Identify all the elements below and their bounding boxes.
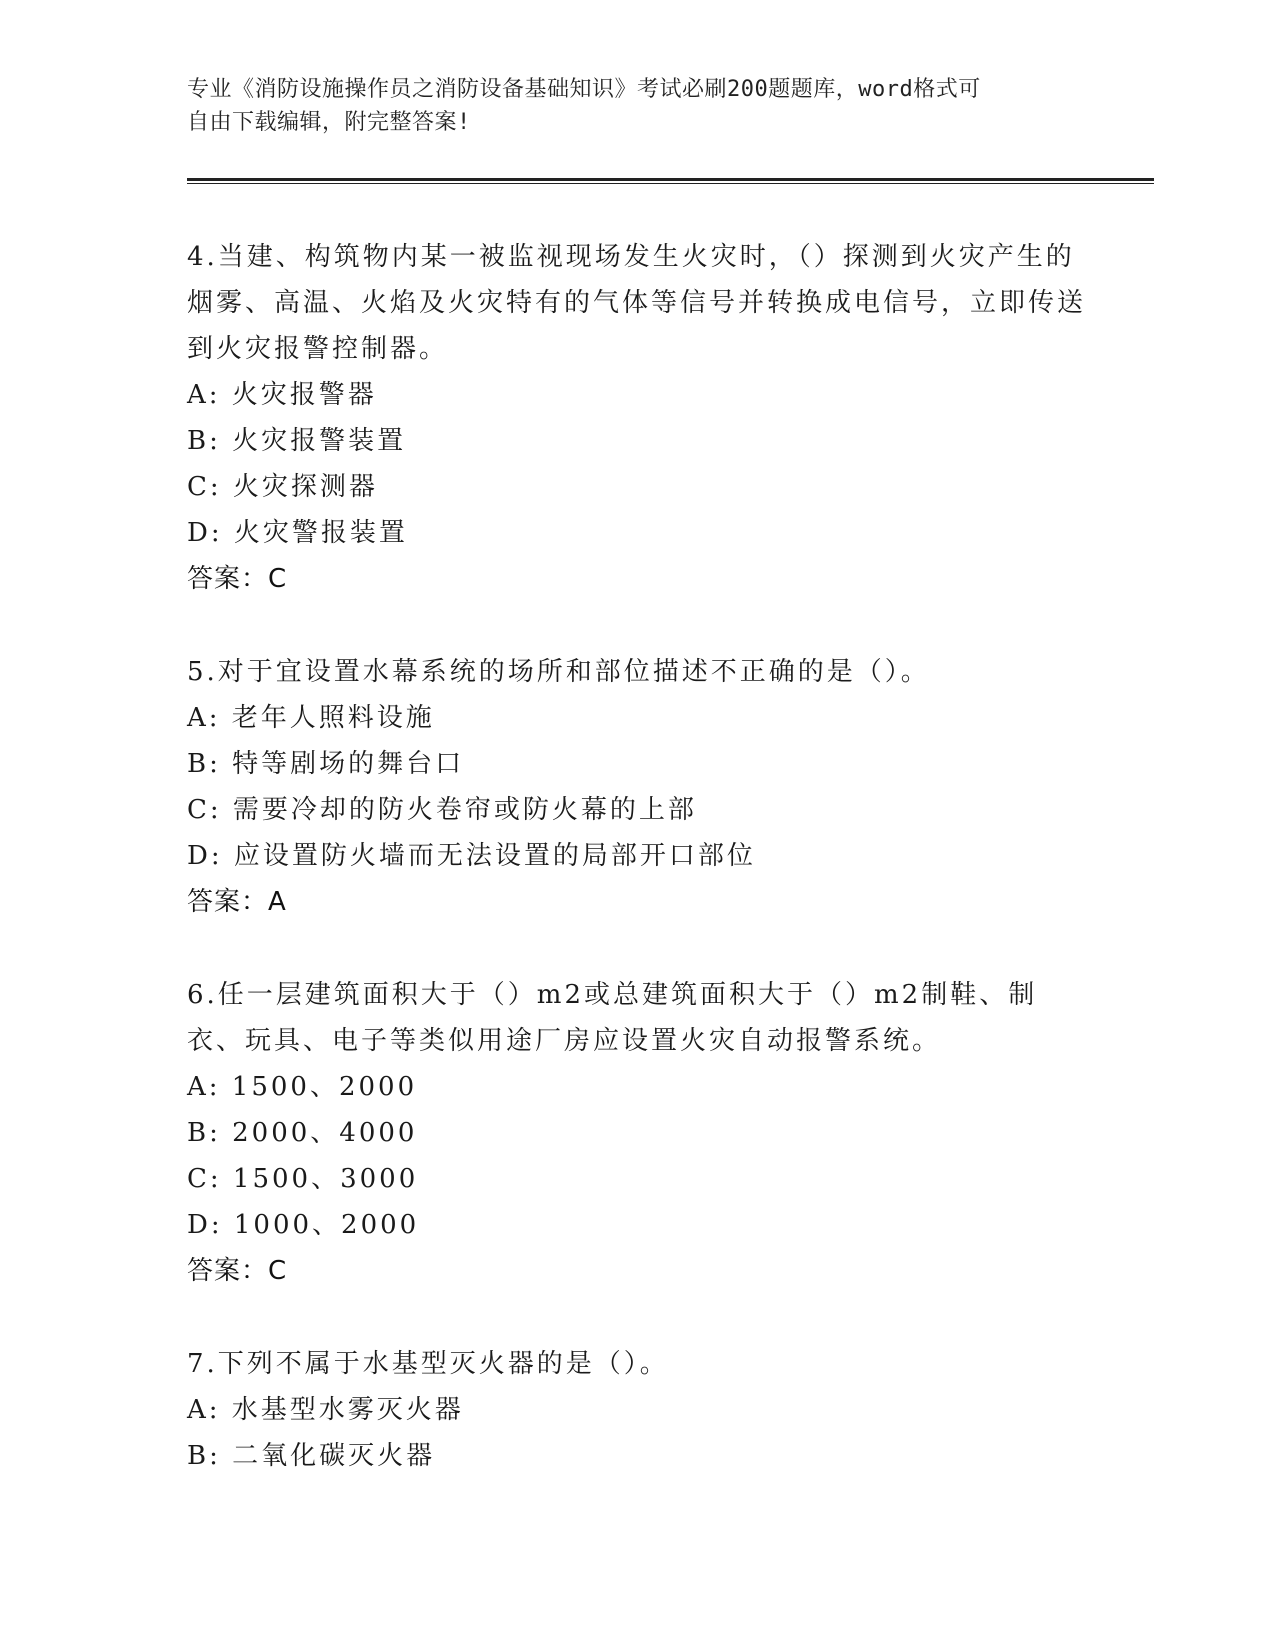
question-stem: 7.下列不属于水基型灭火器的是（）。 — [187, 1349, 669, 1379]
header-divider-thick — [187, 178, 1154, 181]
header-title-line-2: 自由下载编辑，附完整答案! — [187, 110, 471, 135]
question-stem: 5.对于宜设置水幕系统的场所和部位描述不正确的是（）。 — [187, 657, 930, 687]
question-6 — [187, 972, 1087, 1294]
answer-key: 答案：C — [187, 1256, 288, 1286]
option-a: A: 火灾报警器 — [187, 380, 377, 410]
question-list — [187, 234, 1087, 1526]
option-a: A: 1500、2000 — [187, 1072, 418, 1102]
option-d: D: 火灾警报装置 — [187, 518, 408, 548]
option-c: C: 1500、3000 — [187, 1164, 419, 1194]
question-stem: 6.任一层建筑面积大于（）m2或总建筑面积大于（）m2制鞋、制衣、玩具、电子等类似用途厂房应设置火灾自动报警系统。 — [187, 980, 1038, 1056]
question-5 — [187, 649, 1087, 925]
question-4 — [187, 234, 1087, 602]
option-d: D: 1000、2000 — [187, 1210, 420, 1240]
option-b: B: 火灾报警装置 — [187, 426, 407, 456]
header-title-line-1: 专业《消防设施操作员之消防设备基础知识》考试必刷200题题库，word格式可 — [187, 77, 981, 102]
option-a: A: 老年人照料设施 — [187, 703, 435, 733]
option-b: B: 2000、4000 — [187, 1118, 418, 1148]
header-divider-thin — [187, 183, 1154, 184]
option-c: C: 火灾探测器 — [187, 472, 378, 502]
option-d: D: 应设置防火墙而无法设置的局部开口部位 — [187, 841, 756, 871]
option-b: B: 二氧化碳灭火器 — [187, 1441, 436, 1471]
option-c: C: 需要冷却的防火卷帘或防火幕的上部 — [187, 795, 697, 825]
answer-key: 答案：C — [187, 564, 288, 594]
answer-key: 答案：A — [187, 887, 287, 917]
option-b: B: 特等剧场的舞台口 — [187, 749, 465, 779]
option-a: A: 水基型水雾灭火器 — [187, 1395, 464, 1425]
question-stem: 4.当建、构筑物内某一被监视现场发生火灾时，（）探测到火灾产生的烟雾、高温、火焰及火灾特有的气体等信号并转换成电信号，立即传送到火灾报警控制器。 — [187, 242, 1087, 364]
document-header — [187, 73, 1087, 139]
question-7 — [187, 1341, 1087, 1479]
